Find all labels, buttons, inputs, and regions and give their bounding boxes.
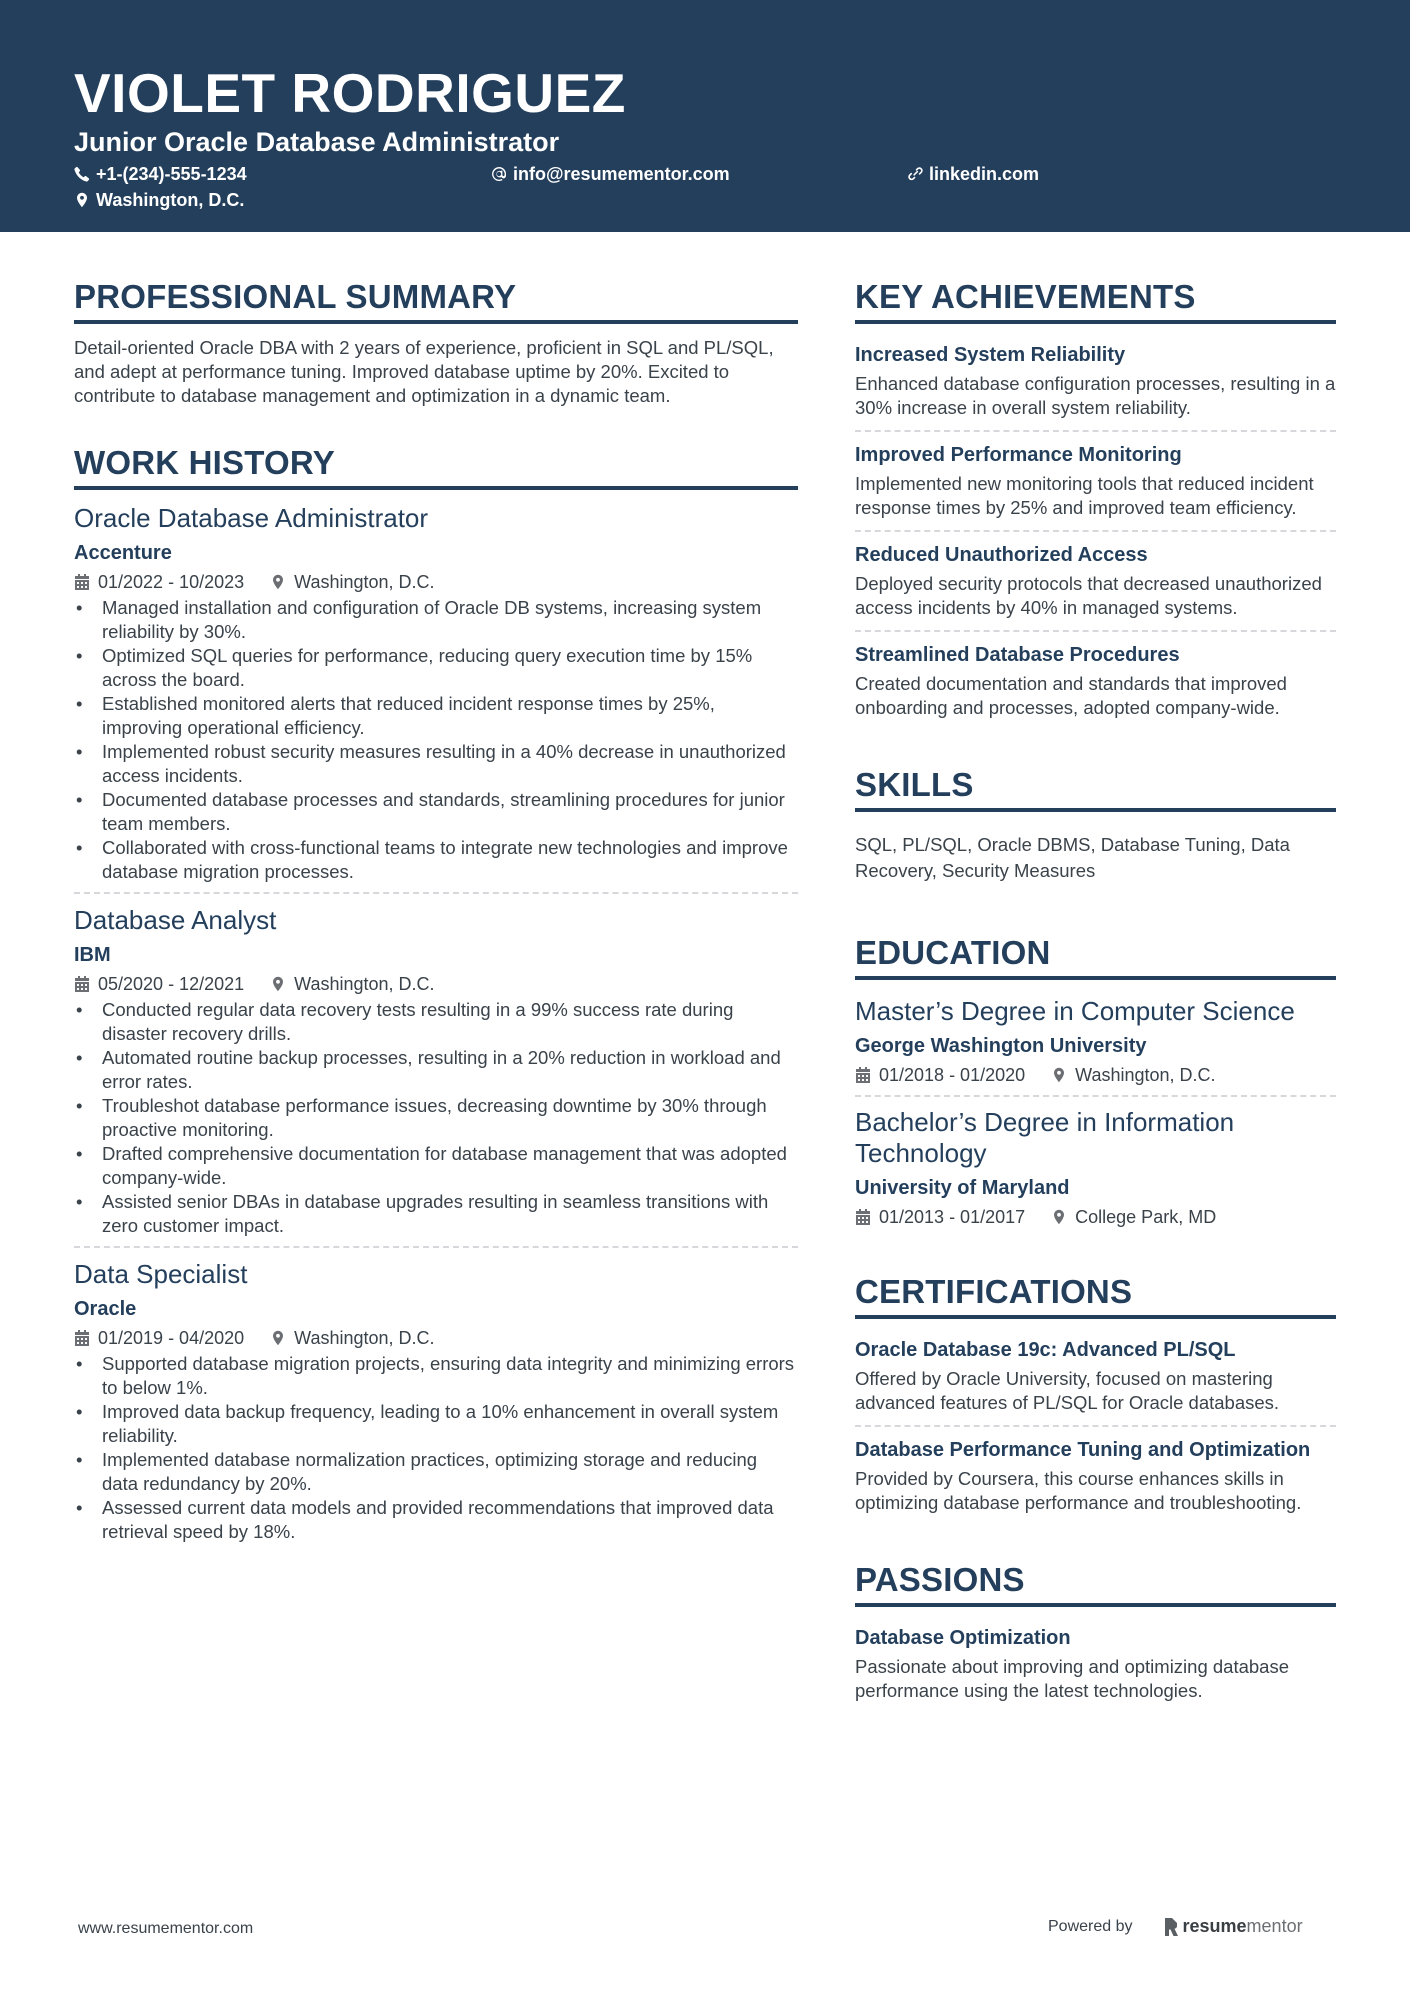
education-location — [1051, 1205, 1216, 1229]
school: George Washington University — [855, 1035, 1147, 1057]
calendar-icon — [74, 976, 90, 992]
passion-item — [855, 1619, 1336, 1713]
location-text: Washington, D.C. — [1075, 1065, 1216, 1085]
resume-header — [0, 0, 1410, 232]
contact-location — [74, 189, 244, 211]
job-entry — [74, 1246, 798, 1552]
job-meta — [74, 570, 798, 594]
education-item — [855, 1095, 1336, 1237]
location-text: Washington, D.C. — [96, 190, 245, 210]
achievement-desc: Implemented new monitoring tools that reduced incident response times by 25% and improved team efficiency. — [855, 473, 1314, 518]
achievement-item — [855, 530, 1336, 630]
section-heading: PASSIONS — [855, 1561, 1025, 1598]
section-heading: KEY ACHIEVEMENTS — [855, 278, 1196, 315]
job-title: Data Specialist — [74, 1259, 248, 1289]
job-company: IBM — [74, 944, 111, 966]
job-company: Accenture — [74, 542, 172, 564]
job-dates — [74, 1326, 244, 1350]
dates-text: 01/2013 - 01/2017 — [879, 1207, 1026, 1227]
achievement-title: Improved Performance Monitoring — [855, 444, 1182, 466]
location-pin-icon — [270, 574, 286, 590]
bullet-item: • Drafted comprehensive documentation for database management that was adopted company-wide. — [74, 1142, 798, 1190]
linkedin-text: linkedin.com — [929, 164, 1040, 184]
footer-website-link[interactable]: www.resumementor.com — [78, 1920, 254, 1937]
at-icon — [491, 166, 507, 182]
section-heading: WORK HISTORY — [74, 444, 335, 481]
work-history-section — [74, 442, 798, 1552]
contact-phone[interactable] — [74, 163, 247, 185]
achievement-title: Streamlined Database Procedures — [855, 644, 1180, 666]
bullet-item: • Implemented database normalization practices, optimizing storage and reducing data redundancy by 20%. — [74, 1448, 798, 1496]
certification-desc: Offered by Oracle University, focused on mastering advanced features of PL/SQL for Oracle databases. — [855, 1368, 1280, 1413]
location-text: Washington, D.C. — [294, 1328, 435, 1348]
section-divider — [855, 1603, 1336, 1607]
achievement-item — [855, 430, 1336, 530]
achievement-desc: Deployed security protocols that decreased unauthorized access incidents by 40% in managed systems. — [855, 573, 1322, 618]
calendar-icon — [74, 1330, 90, 1346]
brand-name-bold: resume — [1182, 1916, 1247, 1936]
achievement-desc: Created documentation and standards that improved onboarding and processes, adopted company-wide. — [855, 673, 1287, 718]
email-text: info@resumementor.com — [513, 164, 730, 184]
skills-text: SQL, PL/SQL, Oracle DBMS, Database Tuning, Data Recovery, Security Measures — [855, 834, 1290, 881]
location-pin-icon — [1051, 1067, 1067, 1083]
location-text: College Park, MD — [1075, 1207, 1217, 1227]
achievement-desc: Enhanced database configuration processes, resulting in a 30% increase in overall system reliability. — [855, 373, 1336, 418]
section-divider — [74, 486, 798, 490]
job-dates — [74, 972, 244, 996]
bullet-item: • Improved data backup frequency, leading to a 10% enhancement in overall system reliability. — [74, 1400, 798, 1448]
calendar-icon — [855, 1067, 871, 1083]
education-dates — [855, 1205, 1025, 1229]
bullet-item: • Documented database processes and standards, streamlining procedures for junior team members. — [74, 788, 798, 836]
brand-logo[interactable] — [1163, 1916, 1303, 1937]
certification-title: Oracle Database 19c: Advanced PL/SQL — [855, 1339, 1236, 1361]
bullet-item: • Collaborated with cross-functional teams to integrate new technologies and improve database migration processes. — [74, 836, 798, 884]
passion-title: Database Optimization — [855, 1627, 1071, 1649]
job-location — [270, 570, 434, 594]
section-divider — [855, 320, 1336, 324]
education-meta — [855, 1205, 1336, 1229]
dates-text: 01/2019 - 04/2020 — [98, 1328, 245, 1348]
bullet-item: • Assisted senior DBAs in database upgrades resulting in seamless transitions with zero customer impact. — [74, 1190, 798, 1238]
achievement-item — [855, 630, 1336, 730]
achievement-title: Reduced Unauthorized Access — [855, 544, 1148, 566]
brand-name-light: mentor — [1246, 1916, 1303, 1936]
calendar-icon — [855, 1209, 871, 1225]
achievement-title: Increased System Reliability — [855, 344, 1126, 366]
education-location — [1051, 1063, 1215, 1087]
job-company: Oracle — [74, 1298, 137, 1320]
section-heading: EDUCATION — [855, 934, 1051, 971]
job-location — [270, 972, 434, 996]
job-bullets — [74, 596, 798, 884]
summary-text: Detail-oriented Oracle DBA with 2 years of experience, proficient in SQL and PL/SQL, and adept at performance tuning. Improved database uptime by 20%. Excited to contribute to database management and optimization in a dynamic team. — [74, 337, 774, 406]
candidate-name: VIOLET RODRIGUEZ — [74, 62, 626, 124]
job-title: Oracle Database Administrator — [74, 503, 429, 533]
link-icon — [907, 166, 923, 182]
skills-section — [855, 764, 1336, 884]
section-divider — [74, 320, 798, 324]
dates-text: 01/2022 - 10/2023 — [98, 572, 245, 592]
bullet-item: • Managed installation and configuration of Oracle DB systems, increasing system reliability by 30%. — [74, 596, 798, 644]
location-pin-icon — [74, 192, 90, 208]
bullet-item: • Automated routine backup processes, resulting in a 20% reduction in workload and error rates. — [74, 1046, 798, 1094]
section-divider — [855, 1315, 1336, 1319]
job-bullets — [74, 1352, 798, 1544]
bullet-item: • Troubleshot database performance issues, decreasing downtime by 30% through proactive monitoring. — [74, 1094, 798, 1142]
job-entry — [74, 502, 798, 892]
job-title: Database Analyst — [74, 905, 277, 935]
candidate-title: Junior Oracle Database Administrator — [74, 127, 560, 157]
bullet-item: • Conducted regular data recovery tests resulting in a 99% success rate during disaster recovery drills. — [74, 998, 798, 1046]
location-pin-icon — [270, 1330, 286, 1346]
certification-item — [855, 1331, 1336, 1425]
section-divider — [855, 976, 1336, 980]
section-heading: SKILLS — [855, 766, 974, 803]
powered-by-label: Powered by — [1048, 1917, 1133, 1935]
school: University of Maryland — [855, 1177, 1070, 1199]
education-item — [855, 992, 1336, 1095]
bullet-item: • Established monitored alerts that reduced incident response times by 25%, improving operational efficiency. — [74, 692, 798, 740]
achievements-section — [855, 276, 1336, 730]
summary-section — [74, 276, 798, 408]
job-bullets — [74, 998, 798, 1238]
calendar-icon — [74, 574, 90, 590]
certification-title: Database Performance Tuning and Optimization — [855, 1439, 1311, 1461]
location-pin-icon — [270, 976, 286, 992]
section-divider — [855, 808, 1336, 812]
job-dates — [74, 570, 244, 594]
contact-email[interactable] — [491, 163, 730, 185]
dates-text: 01/2018 - 01/2020 — [879, 1065, 1026, 1085]
passions-section — [855, 1559, 1336, 1713]
education-dates — [855, 1063, 1025, 1087]
bullet-item: • Implemented robust security measures resulting in a 40% decrease in unauthorized access incidents. — [74, 740, 798, 788]
footer-powered-by — [1048, 1916, 1303, 1937]
contact-linkedin[interactable] — [907, 163, 1039, 185]
certification-item — [855, 1425, 1336, 1525]
right-column — [855, 276, 1336, 1747]
left-column — [74, 276, 798, 1586]
phone-icon — [74, 166, 90, 182]
job-location — [270, 1326, 434, 1350]
section-heading: CERTIFICATIONS — [855, 1273, 1133, 1310]
job-entry — [74, 892, 798, 1246]
job-meta — [74, 972, 798, 996]
certification-desc: Provided by Coursera, this course enhances skills in optimizing database performance and troubleshooting. — [855, 1468, 1302, 1513]
location-pin-icon — [1051, 1209, 1067, 1225]
phone-text: +1-(234)-555-1234 — [96, 164, 247, 184]
section-heading: PROFESSIONAL SUMMARY — [74, 278, 517, 315]
degree: Master’s Degree in Computer Science — [855, 996, 1295, 1026]
passion-desc: Passionate about improving and optimizing database performance using the latest technologies. — [855, 1656, 1290, 1701]
resumementor-logo-icon — [1163, 1917, 1179, 1937]
bullet-item: • Assessed current data models and provided recommendations that improved data retrieval speed by 18%. — [74, 1496, 798, 1544]
location-text: Washington, D.C. — [294, 572, 435, 592]
certifications-section — [855, 1271, 1336, 1525]
location-text: Washington, D.C. — [294, 974, 435, 994]
bullet-item: • Supported database migration projects, ensuring data integrity and minimizing errors to below 1%. — [74, 1352, 798, 1400]
degree: Bachelor’s Degree in Information Technology — [855, 1107, 1235, 1168]
education-meta — [855, 1063, 1336, 1087]
bullet-item: • Optimized SQL queries for performance, reducing query execution time by 15% across the board. — [74, 644, 798, 692]
achievement-item — [855, 336, 1336, 430]
education-section — [855, 932, 1336, 1237]
dates-text: 05/2020 - 12/2021 — [98, 974, 245, 994]
job-meta — [74, 1326, 798, 1350]
